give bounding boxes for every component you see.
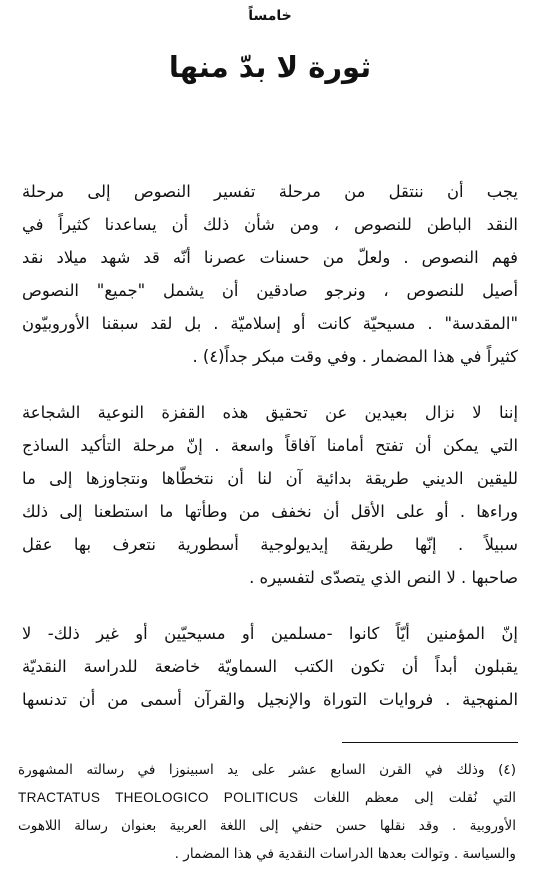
paragraph-line: النقد الباطن للنصوص ، ومن شأن ذلك أن يساعدنا كثيراً في (22, 215, 518, 234)
footnote-arabic-text: التي نُقلت إلى معظم اللغات (313, 790, 516, 806)
paragraph-line: كثيراً في هذا المضمار . وفي وقت مبكر جداً(٤) . (192, 347, 518, 366)
paragraph-line: وراءها . أو على الأقل أن نخفف من وطأتها ما استطعنا إلى ذلك (22, 502, 518, 521)
footnote-separator (342, 742, 518, 743)
paragraph-line: إنّ المؤمنين أيّاً كانوا -مسلمين أو مسيحيّين أو غير ذلك- لا (22, 624, 518, 643)
paragraph-line: يقبلون أبداً أن تكون الكتب السماويّة خاضعة للدراسة النقديّة (22, 657, 518, 676)
paragraph-line: سبيلاً . إنّها طريقة إيديولوجية أسطورية نتعرف بها عقل (22, 535, 518, 554)
paragraph-line: لليقين الديني طريقة بدائية آن لنا أن نتخطّاها ونتجاوزها إلى ما (22, 469, 518, 488)
body-paragraph-2 (22, 396, 518, 594)
footnote-latin-title: TRACTATUS THEOLOGICO POLITICUS (18, 790, 299, 805)
paragraph-line: أصيل للنصوص ، ونرجو صادقين أن يشمل "جميع" النصوص (22, 281, 518, 300)
body-paragraph-3 (22, 617, 518, 716)
paragraph-line: المنهجية . فروايات التوراة والإنجيل والقرآن أسمى من أن تدنسها (22, 690, 518, 709)
footnote (18, 756, 516, 868)
paragraph-line: "المقدسة" . مسيحيّة كانت أو إسلاميّة . بل لقد سبقنا الأوروبيّون (22, 314, 518, 333)
paragraph-line: يجب أن ننتقل من مرحلة تفسير النصوص إلى مرحلة (22, 182, 518, 201)
section-label: خامساً (248, 8, 292, 24)
footnote-line: (٤) وذلك في القرن السابع عشر على يد اسبينوزا في رسالته المشهورة (18, 762, 516, 778)
paragraph-line: التي يمكن أن تفتح أمامنا آفاقاً واسعة . إنّ مرحلة التأكيد الساذج (22, 436, 518, 455)
chapter-title: ثورة لا بدّ منها (168, 50, 372, 84)
footnote-line: والسياسة . وتوالت بعدها الدراسات النقدية في هذا المضمار . (174, 846, 516, 862)
body-paragraph-1 (22, 175, 518, 373)
footnote-line (18, 784, 516, 812)
paragraph-line: صاحبها . لا النص الذي يتصدّى لتفسيره . (249, 568, 518, 587)
paragraph-line: فهم النصوص . ولعلّ من حسنات عصرنا أنّه قد شهد ميلاد نقد (22, 248, 518, 267)
footnote-line: الأوروبية . وقد نقلها حسن حنفي إلى اللغة العربية بعنوان رسالة اللاهوت (18, 818, 516, 834)
paragraph-line: إننا لا نزال بعيدين عن تحقيق هذه القفزة النوعية الشجاعة (22, 403, 518, 422)
